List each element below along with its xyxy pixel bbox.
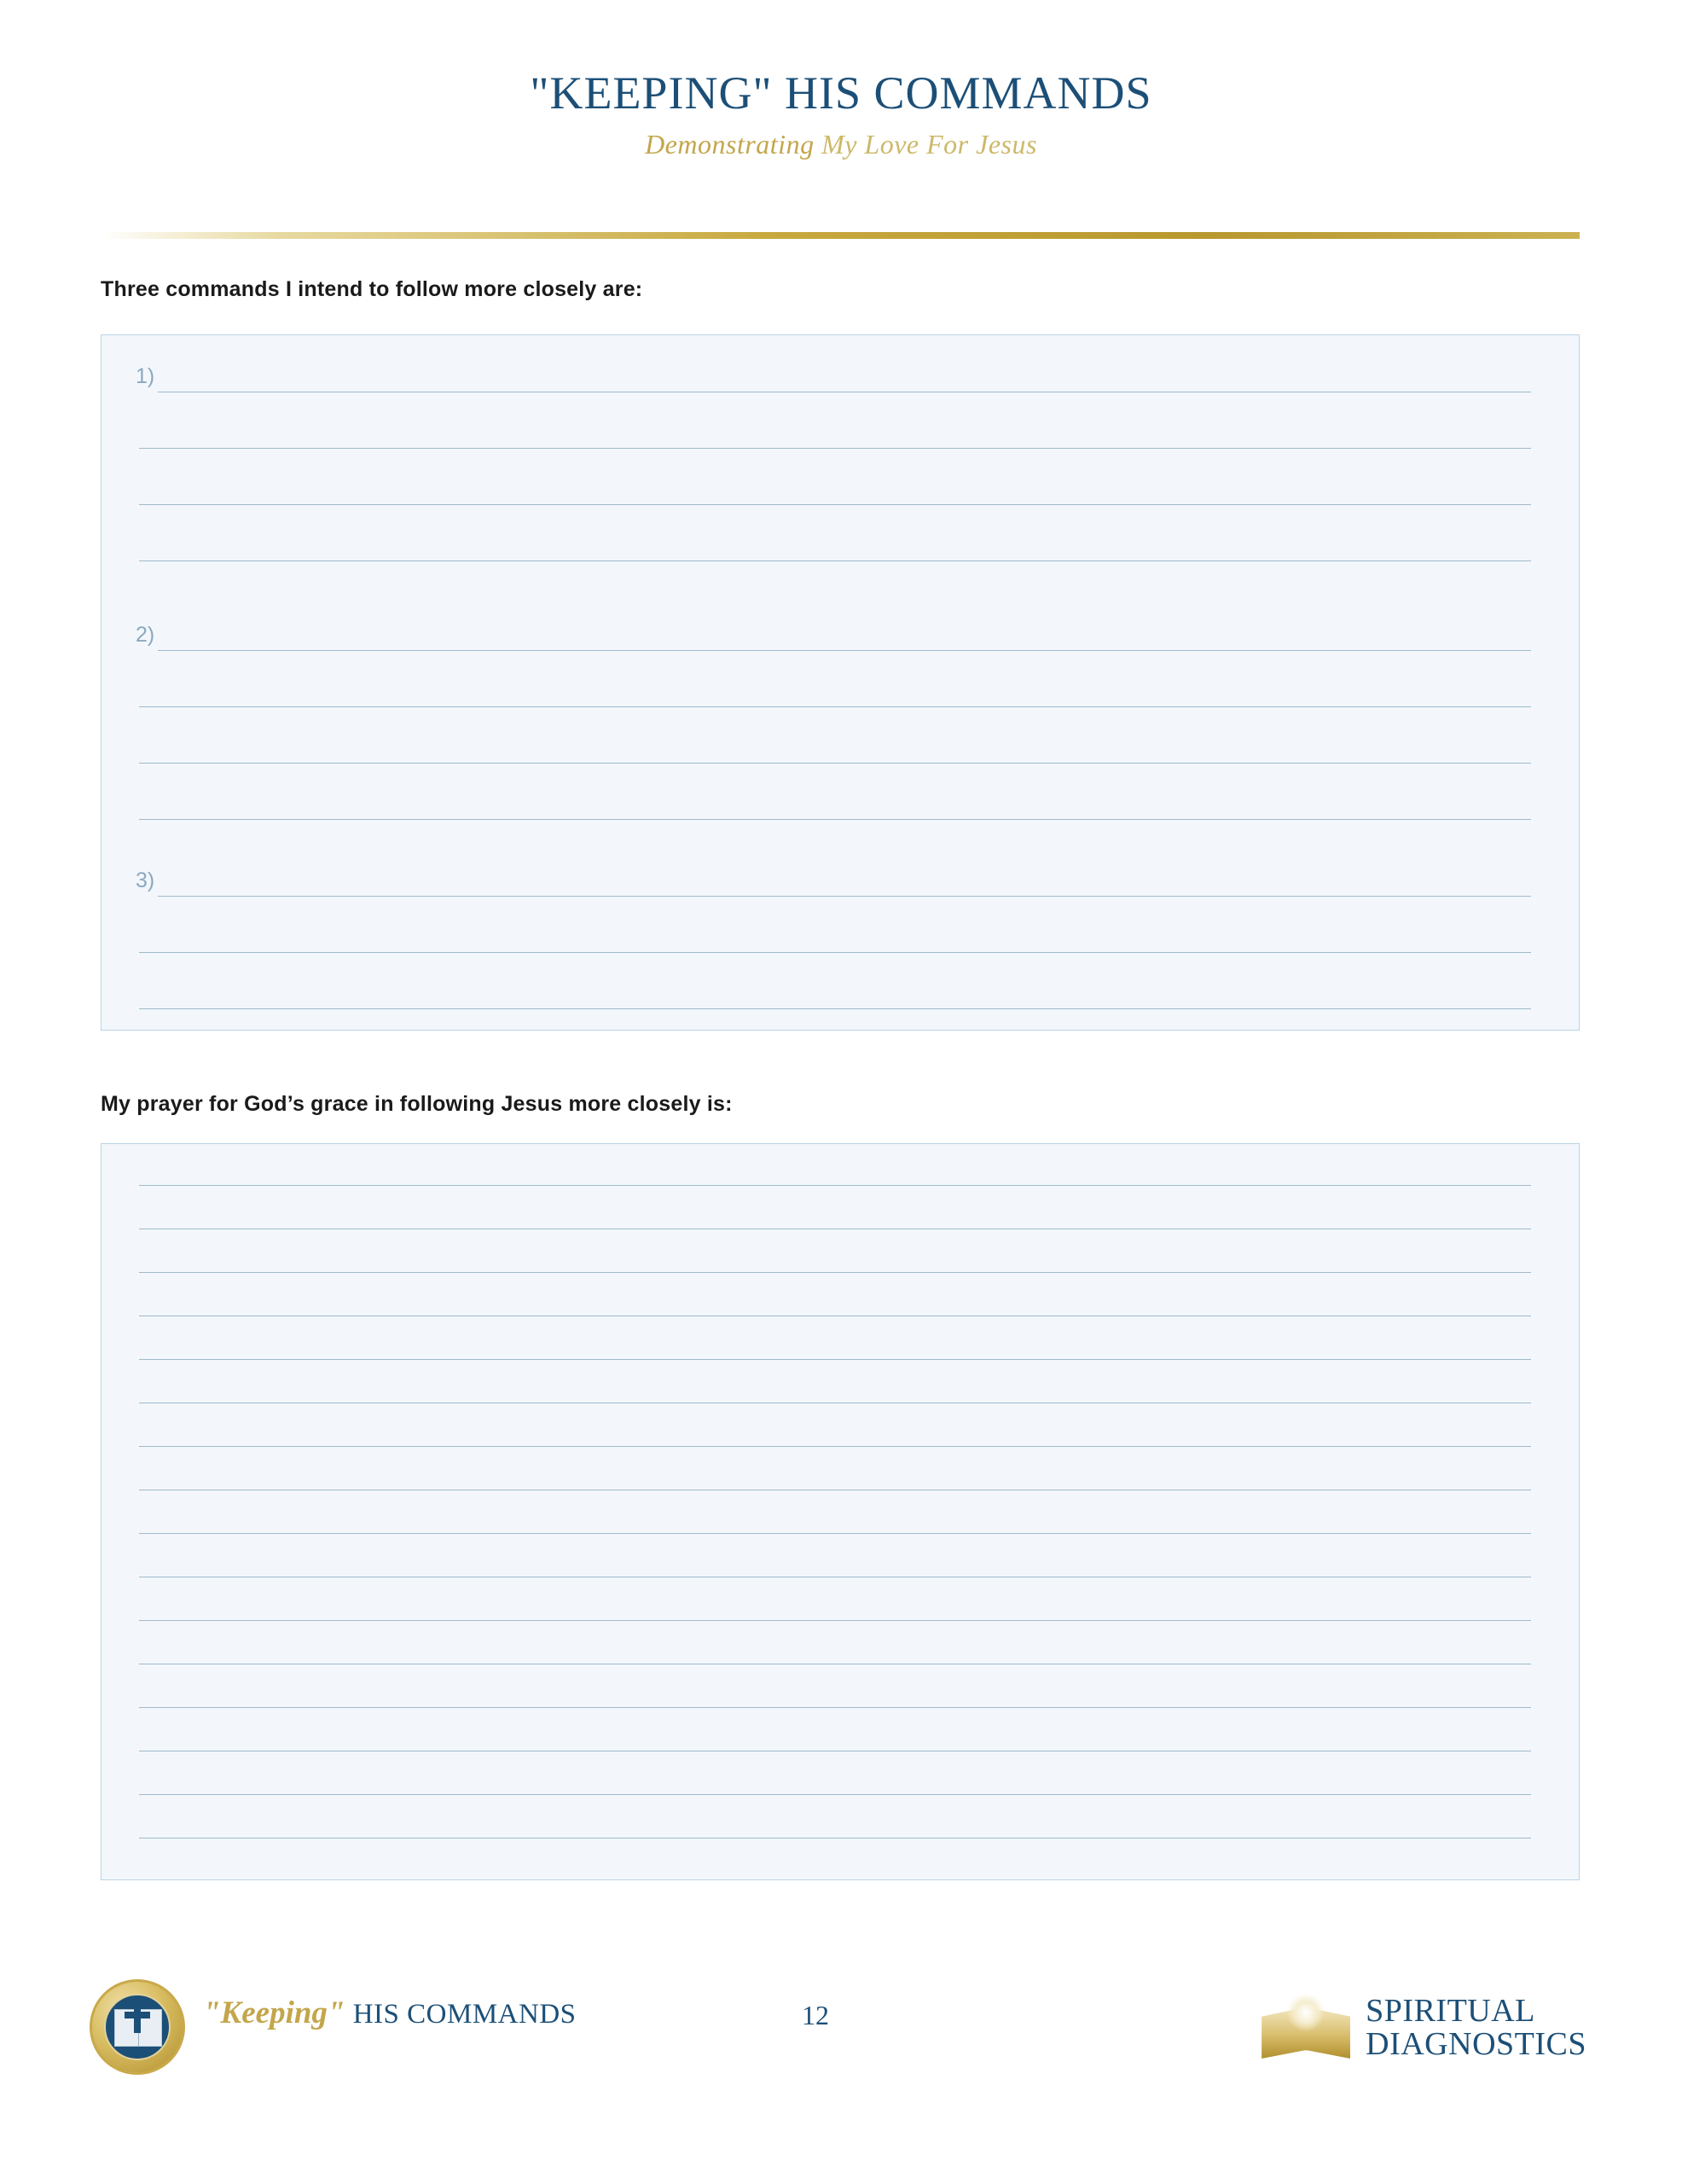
footer-keeping-text: "Keeping" xyxy=(203,1995,345,2030)
writing-line[interactable] xyxy=(139,1228,1531,1229)
writing-line[interactable] xyxy=(139,1794,1531,1795)
footer-his-commands-text: HIS COMMANDS xyxy=(352,1999,577,2030)
spiritual-diagnostics-brand xyxy=(1262,1981,1586,2075)
item-number-2: 2) xyxy=(136,623,155,647)
gold-divider-rule xyxy=(101,232,1580,239)
writing-line[interactable] xyxy=(139,763,1531,764)
writing-line[interactable] xyxy=(139,1446,1531,1447)
page-number: 12 xyxy=(802,2000,829,2030)
keeping-his-commands-seal-icon xyxy=(90,1979,185,2075)
writing-line[interactable] xyxy=(139,952,1531,953)
writing-line[interactable] xyxy=(139,1707,1531,1708)
brand-line-1: SPIRITUAL xyxy=(1366,1993,1535,2030)
page-title: "KEEPING" HIS COMMANDS xyxy=(530,67,1152,119)
writing-line[interactable] xyxy=(139,1272,1531,1273)
writing-line[interactable] xyxy=(139,504,1531,505)
writing-line[interactable] xyxy=(139,819,1531,820)
page-footer xyxy=(0,1971,1682,2107)
writing-line[interactable] xyxy=(139,706,1531,707)
prayer-prompt-label: My prayer for God’s grace in following Jesus more closely is: xyxy=(101,1092,733,1116)
writing-line[interactable] xyxy=(139,1620,1531,1621)
open-book-icon xyxy=(1262,1989,1350,2067)
prayer-answer-box[interactable] xyxy=(101,1143,1580,1880)
item-number-1: 1) xyxy=(136,364,155,388)
writing-line[interactable] xyxy=(139,448,1531,449)
commands-answer-box[interactable] xyxy=(101,334,1580,1031)
writing-line[interactable] xyxy=(158,896,1531,897)
page-subtitle xyxy=(0,129,1682,160)
page-header xyxy=(0,68,1682,160)
writing-line[interactable] xyxy=(139,1533,1531,1534)
brand-line-2: DIAGNOSTICS xyxy=(1366,2026,1586,2062)
subtitle-part-1: Demonstrating xyxy=(645,129,815,160)
brand-wordmark xyxy=(1366,1995,1586,2061)
subtitle-part-2: My Love For Jesus xyxy=(814,129,1037,160)
writing-line[interactable] xyxy=(158,650,1531,651)
writing-line[interactable] xyxy=(139,1185,1531,1186)
writing-line[interactable] xyxy=(139,1008,1531,1009)
writing-line[interactable] xyxy=(139,1359,1531,1360)
footer-series-title xyxy=(203,1995,577,2031)
commands-prompt-label: Three commands I intend to follow more closely are: xyxy=(101,277,643,301)
item-number-3: 3) xyxy=(136,868,155,892)
